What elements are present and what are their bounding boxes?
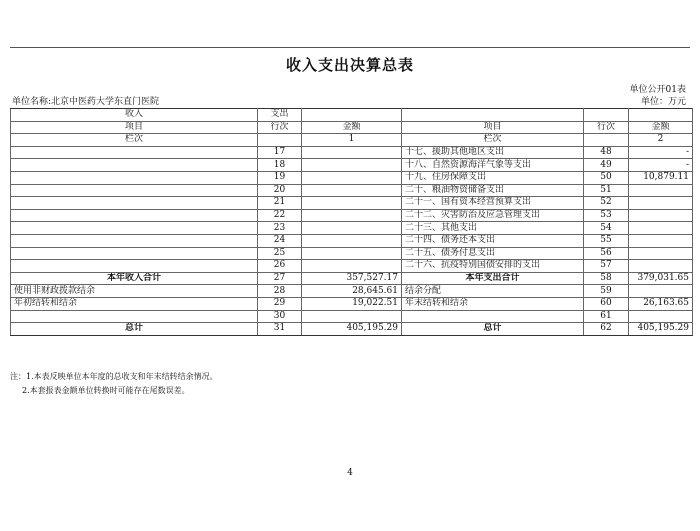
cell-right-amt [629,310,693,323]
table-row [11,222,693,235]
cell-left-no: 29 [258,297,302,310]
cell-right-no: 57 [584,260,629,273]
table-row [11,209,693,222]
cell-right-amt [629,234,693,247]
left-col-label: 栏次 [11,134,258,147]
table-row [11,184,693,197]
cell-right-item: 本年支出合计 [402,272,584,285]
cell-right-amt: - [629,159,693,172]
table-row [11,323,693,336]
header-row-1 [11,109,693,122]
cell-left-item [11,197,258,210]
cell-right-amt: - [629,146,693,159]
cell-left-no: 30 [258,310,302,323]
cell-right-item: 二十六、抗疫特别国债安排的支出 [402,260,584,273]
cell-left-no: 23 [258,222,302,235]
cell-left-item: 使用非财政拨款结余 [11,285,258,298]
cell-left-amt [302,222,402,235]
cell-right-no: 48 [584,146,629,159]
cell-right-item: 十七、援助其他地区支出 [402,146,584,159]
header-row-2 [11,121,693,134]
cell-right-no: 60 [584,297,629,310]
cell-right-amt [629,197,693,210]
cell-left-no: 17 [258,146,302,159]
form-code: 单位公开01表 [629,85,686,95]
cell-right-item: 结余分配 [402,285,584,298]
cell-left-item: 总计 [11,323,258,336]
cell-right-amt: 405,195.29 [629,323,693,336]
cell-right-no: 51 [584,184,629,197]
cell-right-item: 十九、住房保障支出 [402,171,584,184]
income-expenditure-table [10,108,693,336]
unit-name: 单位名称:北京中医药大学东直门医院 [12,97,160,107]
cell-right-item: 二十四、债务还本支出 [402,234,584,247]
expenditure-header: 支出 [258,109,302,122]
cell-left-item [11,146,258,159]
cell-right-amt: 26,163.65 [629,297,693,310]
cell-left-no: 27 [258,272,302,285]
cell-left-no: 24 [258,234,302,247]
right-amount-header: 金额 [629,121,693,134]
cell-left-item [11,234,258,247]
cell-right-item: 年末结转和结余 [402,297,584,310]
cell-left-amt [302,247,402,260]
cell-right-item: 十八、自然资源海洋气象等支出 [402,159,584,172]
cell-left-item [11,260,258,273]
cell-right-amt: 10,879.11 [629,171,693,184]
cell-left-item [11,159,258,172]
table-row [11,171,693,184]
cell-left-no: 18 [258,159,302,172]
cell-right-no: 50 [584,171,629,184]
cell-right-amt [629,184,693,197]
cell-right-no: 62 [584,323,629,336]
cell-left-item: 本年收入合计 [11,272,258,285]
notes [10,370,218,398]
cell-right-no: 61 [584,310,629,323]
cell-right-no: 52 [584,197,629,210]
cell-right-amt [629,285,693,298]
cell-left-amt: 19,022.51 [302,297,402,310]
cell-left-no: 19 [258,171,302,184]
table-row [11,197,693,210]
cell-right-no: 53 [584,209,629,222]
note-2: 2.本套报表金额单位转换时可能存在尾数误差。 [22,386,190,395]
table-row [11,272,693,285]
cell-left-item [11,247,258,260]
cell-left-amt [302,234,402,247]
cell-right-item: 二十一、国有资本经营预算支出 [402,197,584,210]
cell-right-item: 二十五、债务付息支出 [402,247,584,260]
cell-left-amt [302,209,402,222]
cell-left-item [11,209,258,222]
col-1-label: 1 [302,134,402,147]
cell-left-no: 21 [258,197,302,210]
left-item-header: 项目 [11,121,258,134]
cell-left-amt [302,197,402,210]
cell-right-item: 二十、粮油物资储备支出 [402,184,584,197]
right-rowno-header: 行次 [584,121,629,134]
left-amount-header: 金额 [302,121,402,134]
income-header: 收入 [11,109,258,122]
cell-right-amt [629,247,693,260]
page-title: 收入支出决算总表 [285,56,414,74]
cell-left-item [11,310,258,323]
header-row-3 [11,134,693,147]
left-rowno-header: 行次 [258,121,302,134]
cell-left-item: 年初结转和结余 [11,297,258,310]
cell-right-no: 56 [584,247,629,260]
page-number: 4 [347,468,353,478]
cell-left-no: 20 [258,184,302,197]
note-1: 注：1.本表反映单位本年度的总收支和年末结转结余情况。 [10,372,218,381]
cell-left-item [11,222,258,235]
cell-right-amt [629,209,693,222]
cell-right-item: 总计 [402,323,584,336]
col-2-label: 2 [629,134,693,147]
right-col-label: 栏次 [402,134,584,147]
cell-right-item [402,310,584,323]
cell-left-amt: 28,645.61 [302,285,402,298]
table-row [11,234,693,247]
cell-left-amt [302,260,402,273]
cell-left-amt [302,171,402,184]
cell-left-amt [302,310,402,323]
top-rule [10,47,690,48]
table-row [11,285,693,298]
cell-left-amt [302,146,402,159]
table-row [11,297,693,310]
cell-left-item [11,184,258,197]
cell-left-item [11,171,258,184]
table-row [11,159,693,172]
cell-left-no: 26 [258,260,302,273]
table-row [11,260,693,273]
table-row [11,310,693,323]
cell-right-item: 二十三、其他支出 [402,222,584,235]
cell-left-no: 22 [258,209,302,222]
cell-left-no: 25 [258,247,302,260]
cell-right-amt [629,260,693,273]
cell-right-no: 59 [584,285,629,298]
cell-left-amt [302,159,402,172]
cell-left-no: 28 [258,285,302,298]
table-row [11,146,693,159]
cell-left-amt: 357,527.17 [302,272,402,285]
cell-right-no: 54 [584,222,629,235]
table-row [11,247,693,260]
cell-right-no: 58 [584,272,629,285]
unit-label: 单位：万元 [640,97,686,107]
cell-right-item: 二十二、灾害防治及应急管理支出 [402,209,584,222]
cell-left-amt [302,184,402,197]
right-item-header: 项目 [402,121,584,134]
cell-right-amt: 379,031.65 [629,272,693,285]
cell-right-no: 55 [584,234,629,247]
cell-right-amt [629,222,693,235]
cell-right-no: 49 [584,159,629,172]
cell-left-no: 31 [258,323,302,336]
cell-left-amt: 405,195.29 [302,323,402,336]
